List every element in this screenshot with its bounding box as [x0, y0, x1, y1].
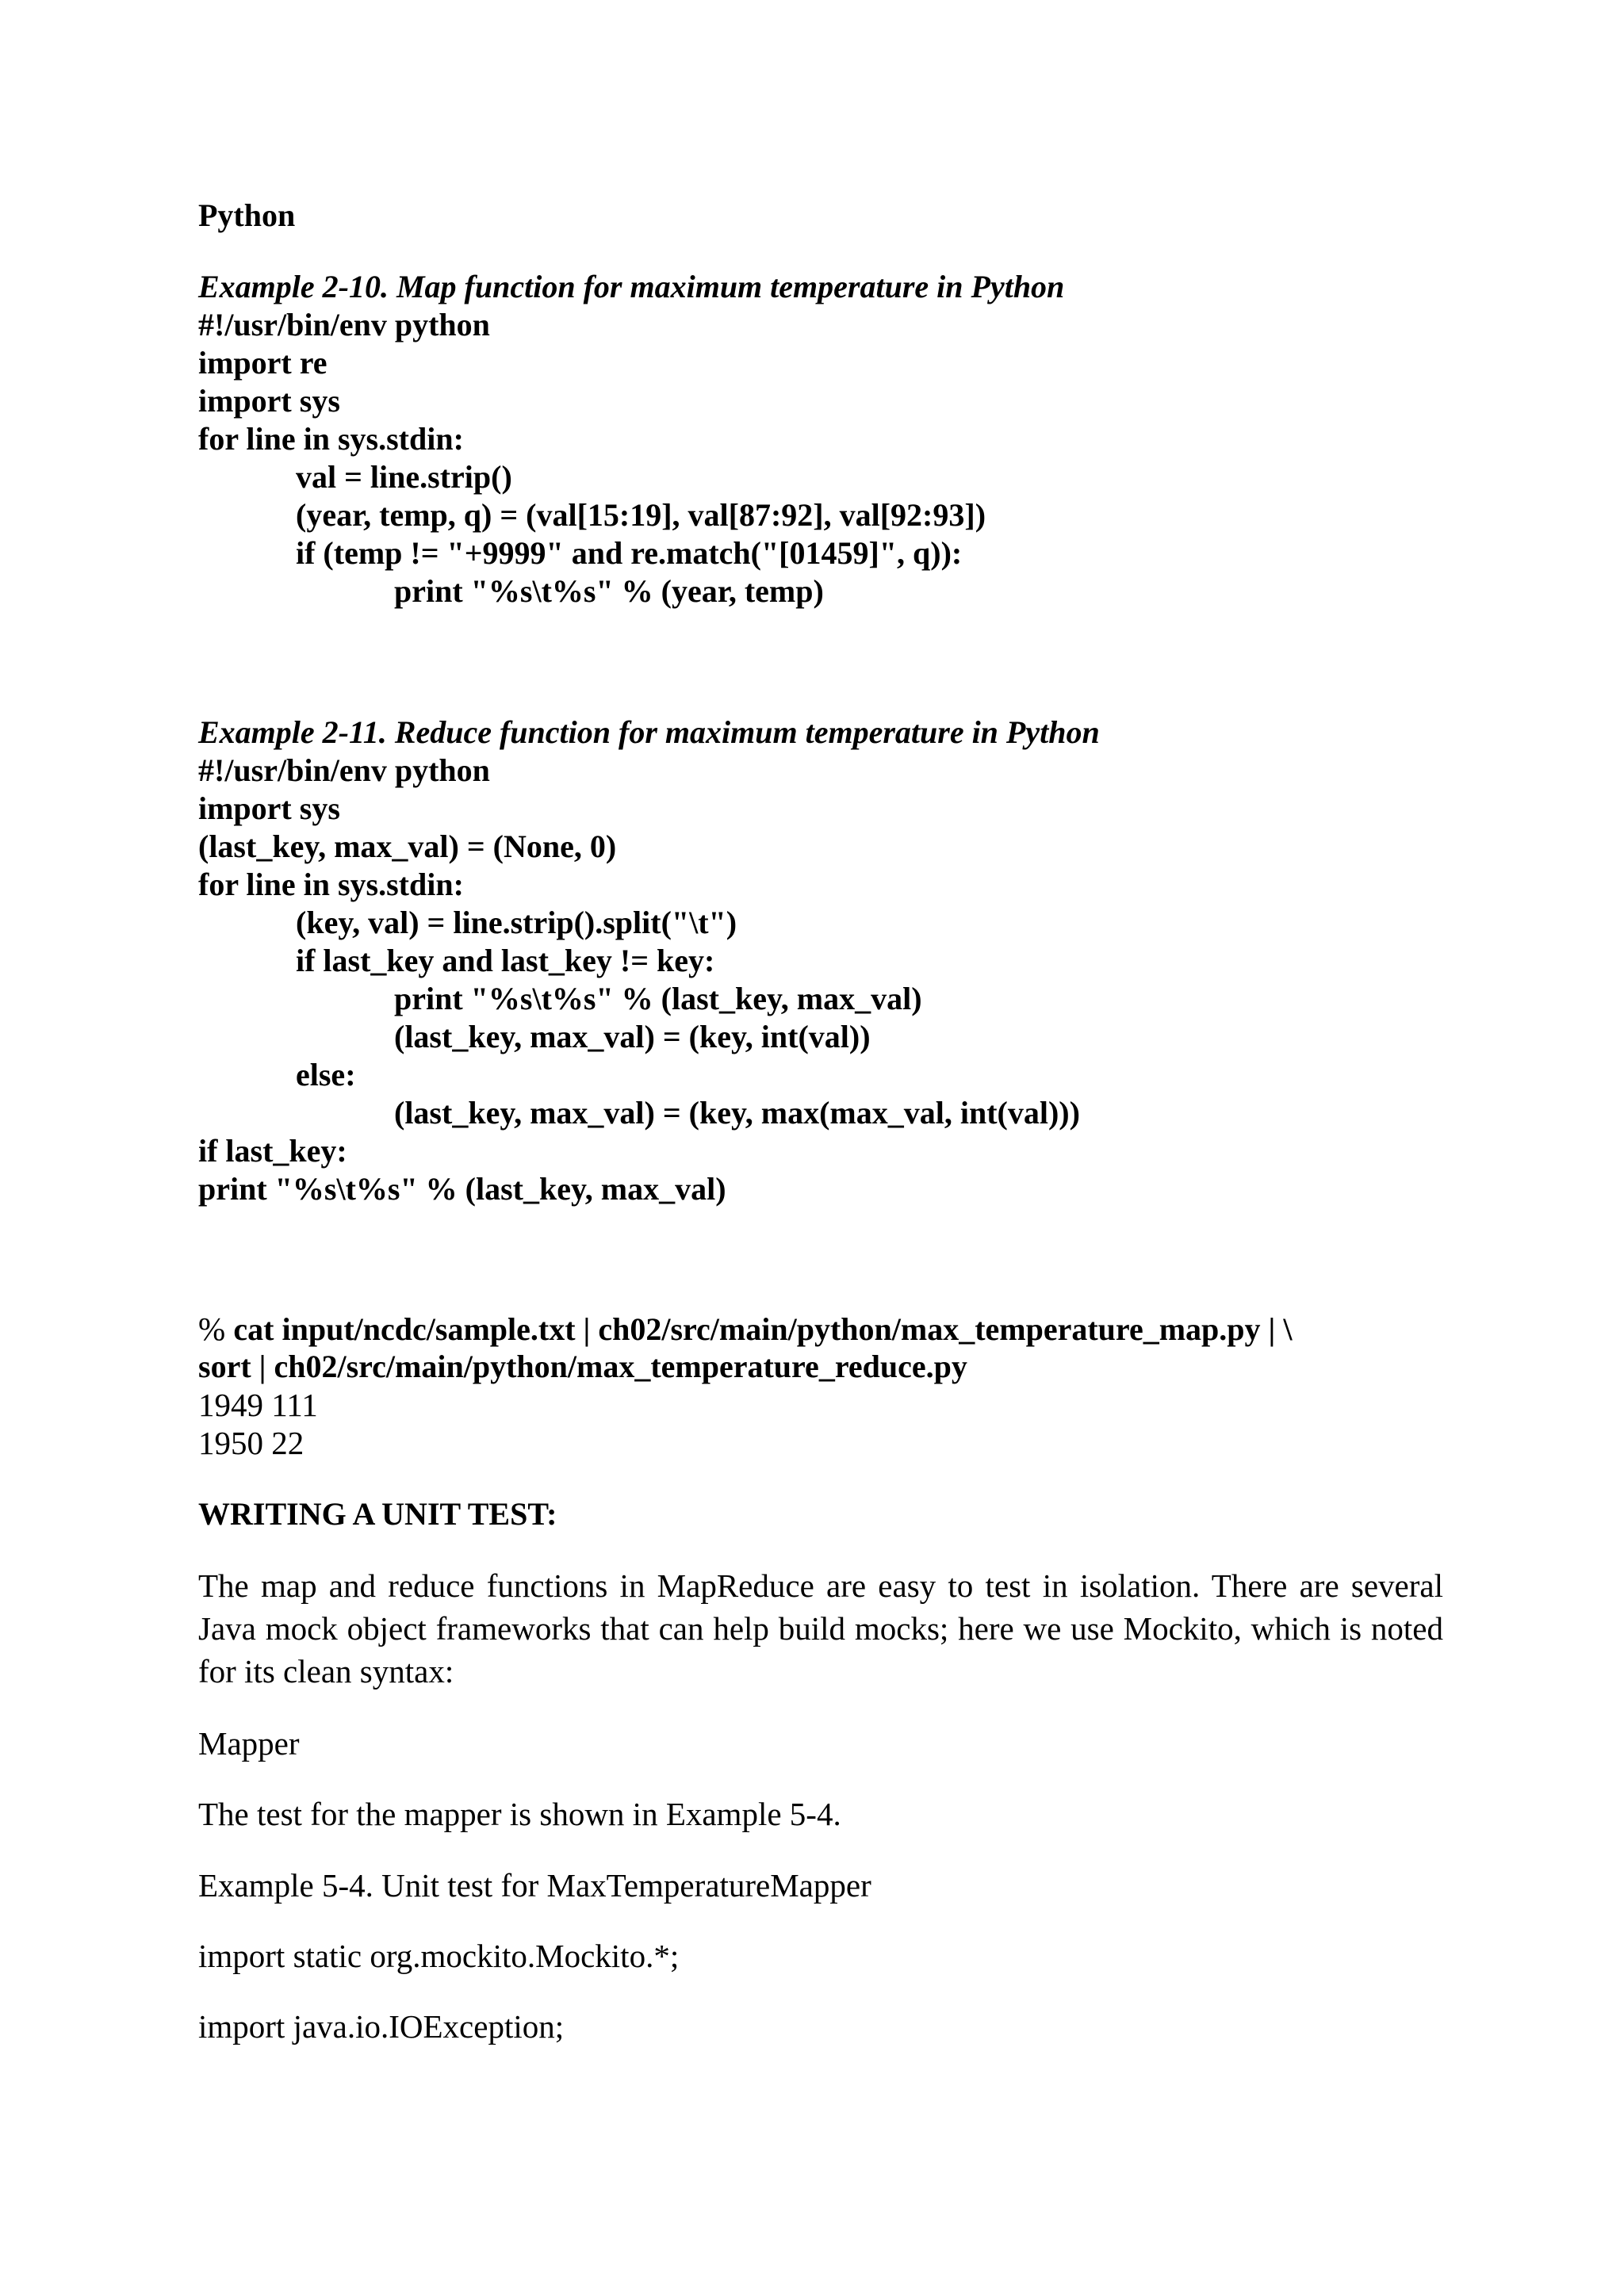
code-line: (key, val) = line.strip().split("\t") — [296, 905, 737, 940]
code-line: for line in sys.stdin: — [198, 867, 464, 902]
code-line: import re — [198, 345, 327, 381]
code-line: import sys — [198, 383, 340, 419]
mapper-label: Mapper — [198, 1725, 300, 1762]
code-line: if last_key: — [198, 1133, 347, 1169]
code-line: if (temp != "+9999" and re.match("[01459]", q)): — [296, 535, 963, 571]
command-line-2: sort | ch02/src/main/python/max_temperature_reduce.py — [198, 1349, 967, 1384]
code-line: (last_key, max_val) = (None, 0) — [198, 828, 617, 864]
import-line: import java.io.IOException; — [198, 2008, 565, 2045]
output-line: 1949 111 — [198, 1387, 318, 1423]
code-line: else: — [296, 1057, 356, 1093]
command-prompt: % — [198, 1311, 234, 1347]
code-line: #!/usr/bin/env python — [198, 752, 490, 788]
example-5-4-caption: Example 5-4. Unit test for MaxTemperatureMapper — [198, 1867, 871, 1904]
code-line: (last_key, max_val) = (key, int(val)) — [394, 1019, 871, 1054]
code-line: print "%s\t%s" % (last_key, max_val) — [198, 1171, 726, 1207]
import-line: import static org.mockito.Mockito.*; — [198, 1938, 680, 1974]
command-text: cat input/ncdc/sample.txt | ch02/src/main/python/max_temperature_map.py | \ — [233, 1311, 1293, 1347]
section-heading: WRITING A UNIT TEST: — [198, 1496, 557, 1532]
example-2-10-caption: Example 2-10. Map function for maximum temperature in Python — [198, 269, 1065, 304]
code-line: for line in sys.stdin: — [198, 421, 464, 457]
code-line: val = line.strip() — [296, 459, 512, 495]
code-line: #!/usr/bin/env python — [198, 307, 490, 342]
code-line: (year, temp, q) = (val[15:19], val[87:92], val[92:93]) — [296, 497, 986, 533]
output-line: 1950 22 — [198, 1425, 304, 1461]
code-line: import sys — [198, 790, 340, 826]
command-line-1 — [198, 1310, 1292, 1349]
code-line: (last_key, max_val) = (key, max(max_val, int(val))) — [394, 1095, 1080, 1131]
body-paragraph: The map and reduce functions in MapReduce are easy to test in isolation. There are several Java mock object frameworks that can help build mocks; here we use Mockito, which is noted for its clean syntax: — [198, 1567, 1443, 1689]
example-2-11-caption: Example 2-11. Reduce function for maximum temperature in Python — [198, 714, 1100, 750]
code-line: print "%s\t%s" % (last_key, max_val) — [394, 981, 922, 1016]
mapper-text: The test for the mapper is shown in Example 5-4. — [198, 1796, 841, 1832]
heading-python: Python — [198, 197, 296, 233]
code-line: if last_key and last_key != key: — [296, 943, 715, 978]
code-line: print "%s\t%s" % (year, temp) — [394, 573, 824, 609]
